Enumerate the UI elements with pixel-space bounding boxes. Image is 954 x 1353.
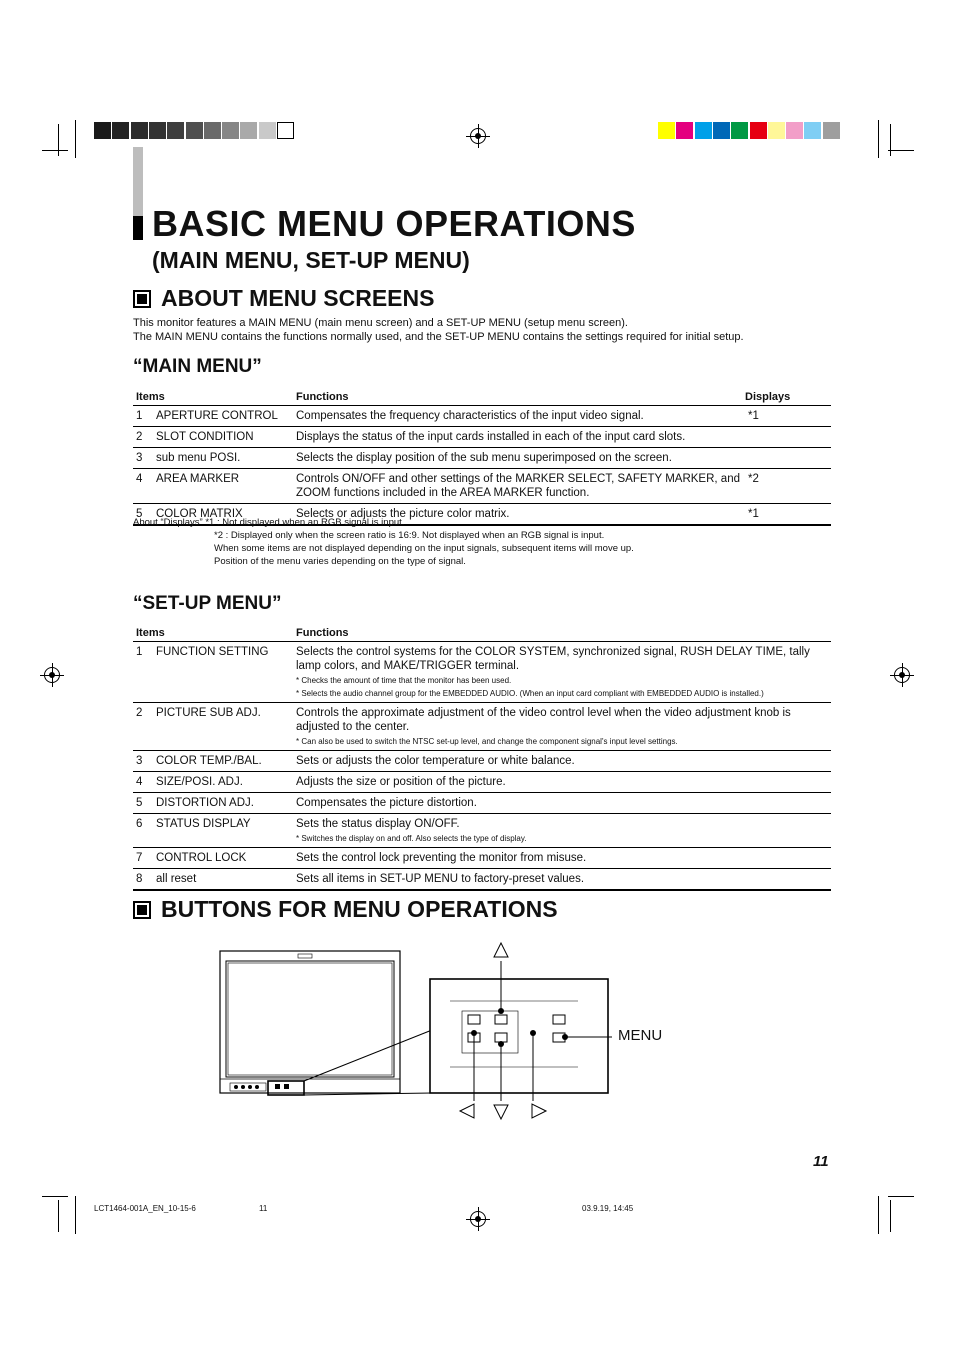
table-row (133, 406, 831, 427)
crop-mark (42, 150, 68, 151)
square-bullet-icon (133, 290, 151, 308)
square-bullet-icon (133, 901, 151, 919)
row-item: PICTURE SUB ADJ. (153, 703, 293, 751)
page-title: BASIC MENU OPERATIONS (152, 203, 636, 244)
registration-mark-icon (470, 128, 486, 144)
page-subtitle: (MAIN MENU, SET-UP MENU) (152, 247, 470, 273)
row-item: COLOR TEMP./BAL. (153, 751, 293, 772)
gray-swatch (131, 122, 148, 139)
footnote: When some items are not displayed depending on the input signals, subsequent items will move up. (214, 543, 634, 554)
row-number: 6 (133, 814, 153, 848)
row-number: 4 (133, 469, 153, 504)
right-arrow-icon (532, 1104, 546, 1118)
control-panel-zoom (430, 979, 608, 1093)
row-function: Displays the status of the input cards installed in each of the input card slots. (293, 427, 745, 448)
row-item: SLOT CONDITION (153, 427, 293, 448)
row-item: STATUS DISPLAY (153, 814, 293, 848)
gray-swatch (277, 122, 294, 139)
row-function-cell (293, 814, 831, 848)
footnote: *2 : Displayed only when the screen ratio is 16:9. Not displayed when an RGB signal is input. (214, 530, 605, 541)
column-header-functions: Functions (293, 625, 831, 642)
row-number: 5 (133, 793, 153, 814)
row-function: Selects the display position of the sub menu superimposed on the screen. (293, 448, 745, 469)
row-function-cell (293, 772, 831, 793)
row-display (745, 427, 831, 448)
footer-timestamp: 03.9.19, 14:45 (582, 1204, 634, 1213)
gray-swatch (94, 122, 111, 139)
row-function-cell (293, 642, 831, 703)
row-item: COLOR MATRIX (153, 504, 293, 526)
row-number: 8 (133, 869, 153, 891)
row-item: sub menu POSI. (153, 448, 293, 469)
row-item: APERTURE CONTROL (153, 406, 293, 427)
zoom-callout-lines (304, 1030, 432, 1095)
section-heading-text: ABOUT MENU SCREENS (161, 285, 435, 311)
row-function: Compensates the picture distortion. (296, 797, 477, 809)
row-note: * Can also be used to switch the NTSC set-up level, and change the component signal's input level settings. (296, 737, 678, 746)
gray-swatch (240, 122, 257, 139)
menu-button-label: MENU (618, 1027, 663, 1044)
gray-swatch (186, 122, 203, 139)
table-row (133, 772, 831, 793)
row-function-cell (293, 848, 831, 869)
row-number: 7 (133, 848, 153, 869)
row-function-cell (293, 793, 831, 814)
color-swatch (695, 122, 712, 139)
footer-doc-id: LCT1464-001A_EN_10-15-6 (94, 1204, 196, 1213)
title-marker (133, 216, 143, 240)
gray-swatch (112, 122, 129, 139)
column-header-displays: Displays (745, 389, 831, 406)
table-row (133, 869, 831, 891)
row-number: 2 (133, 703, 153, 751)
crop-mark (75, 1196, 76, 1234)
table-row (133, 793, 831, 814)
crop-mark (890, 1200, 891, 1232)
color-swatch (713, 122, 730, 139)
row-function: Controls the approximate adjustment of the video control level when the video adjustment knob is adjusted to the center. (296, 707, 791, 733)
row-number: 4 (133, 772, 153, 793)
color-swatch (658, 122, 675, 139)
color-swatch (786, 122, 803, 139)
gray-swatch (149, 122, 166, 139)
crop-mark (888, 1196, 914, 1197)
row-item: all reset (153, 869, 293, 891)
up-arrow-icon (494, 943, 508, 957)
gray-swatch (167, 122, 184, 139)
setup-menu-table (133, 625, 831, 891)
footnote: About “Displays” *1 : Not displayed when an RGB signal is input. (133, 517, 405, 528)
row-number: 3 (133, 751, 153, 772)
gray-swatch (222, 122, 239, 139)
row-number: 1 (133, 642, 153, 703)
row-item: AREA MARKER (153, 469, 293, 504)
row-display: *1 (745, 406, 831, 427)
row-number: 2 (133, 427, 153, 448)
row-note: * Switches the display on and off. Also selects the type of display. (296, 834, 527, 843)
table-row (133, 703, 831, 751)
table-row (133, 448, 831, 469)
crop-mark (888, 150, 914, 151)
setup-menu-heading: “SET-UP MENU” (133, 593, 282, 614)
section-heading-about (133, 285, 434, 312)
row-number: 1 (133, 406, 153, 427)
row-function: Adjusts the size or position of the picture. (296, 776, 506, 788)
crop-mark (42, 1196, 68, 1197)
crop-mark (75, 120, 76, 158)
page-number: 11 (813, 1153, 829, 1170)
row-function: Selects the control systems for the COLOR SYSTEM, synchronized signal, RUSH DELAY TIME, tally lamp colors, and MAKE/TRIGGER terminal. (296, 646, 810, 672)
row-function: Selects or adjusts the picture color matrix. (293, 504, 745, 526)
registration-mark-icon (44, 667, 60, 683)
color-swatch (804, 122, 821, 139)
row-display: *1 (745, 504, 831, 526)
row-note: * Checks the amount of time that the monitor has been used. (296, 676, 512, 685)
color-swatch (750, 122, 767, 139)
table-row (133, 751, 831, 772)
section-heading-buttons (133, 896, 558, 923)
row-display: *2 (745, 469, 831, 504)
row-item: SIZE/POSI. ADJ. (153, 772, 293, 793)
footnote: Position of the menu varies depending on the type of signal. (214, 556, 466, 567)
column-header-functions: Functions (293, 389, 745, 406)
intro-line: The MAIN MENU contains the functions normally used, and the SET-UP MENU contains the settings required for initial setup. (133, 331, 744, 343)
crop-mark (58, 124, 59, 156)
left-arrow-icon (460, 1104, 474, 1118)
row-number: 5 (133, 504, 153, 526)
monitor-buttons-illustration (210, 935, 630, 1125)
table-row (133, 469, 831, 504)
row-function: Sets the status display ON/OFF. (296, 818, 460, 830)
row-item: CONTROL LOCK (153, 848, 293, 869)
footer-page: 11 (259, 1204, 268, 1213)
row-number: 3 (133, 448, 153, 469)
color-swatch (823, 122, 840, 139)
color-swatch (676, 122, 693, 139)
gray-swatch (204, 122, 221, 139)
intro-paragraph (133, 316, 833, 344)
row-display (745, 448, 831, 469)
crop-mark (878, 120, 879, 158)
registration-mark-icon (470, 1211, 486, 1227)
registration-mark-icon (894, 667, 910, 683)
table-row (133, 814, 831, 848)
color-swatch (768, 122, 785, 139)
row-function-cell (293, 703, 831, 751)
crop-mark (890, 124, 891, 156)
row-function: Sets the control lock preventing the monitor from misuse. (296, 852, 587, 864)
main-menu-footnotes (133, 516, 634, 568)
gray-swatch (259, 122, 276, 139)
monitor-icon (220, 951, 400, 1095)
row-function-cell (293, 751, 831, 772)
row-function-cell (293, 869, 831, 891)
row-function: Controls ON/OFF and other settings of the MARKER SELECT, SAFETY MARKER, and ZOOM functions included in the AREA MARKER function. (293, 469, 745, 504)
section-heading-text: BUTTONS FOR MENU OPERATIONS (161, 896, 558, 922)
row-function: Compensates the frequency characteristics of the input video signal. (293, 406, 745, 427)
down-arrow-icon (494, 1105, 508, 1119)
row-function: Sets all items in SET-UP MENU to factory-preset values. (296, 873, 585, 885)
column-header-items: Items (133, 625, 293, 642)
row-note: * Selects the audio channel group for the EMBEDDED AUDIO. (When an input card compliant with EMBEDDED AUDIO is installed.) (296, 689, 764, 698)
row-item: FUNCTION SETTING (153, 642, 293, 703)
color-swatch (731, 122, 748, 139)
row-function: Sets or adjusts the color temperature or white balance. (296, 755, 575, 767)
row-item: DISTORTION ADJ. (153, 793, 293, 814)
column-header-items: Items (133, 389, 293, 406)
crop-mark (878, 1196, 879, 1234)
table-row (133, 427, 831, 448)
table-row (133, 642, 831, 703)
crop-mark (58, 1200, 59, 1232)
title-side-bar (133, 147, 143, 219)
intro-line: This monitor features a MAIN MENU (main menu screen) and a SET-UP MENU (setup menu screen). (133, 317, 628, 329)
main-menu-heading: “MAIN MENU” (133, 356, 262, 377)
main-menu-table (133, 389, 831, 526)
table-row (133, 848, 831, 869)
